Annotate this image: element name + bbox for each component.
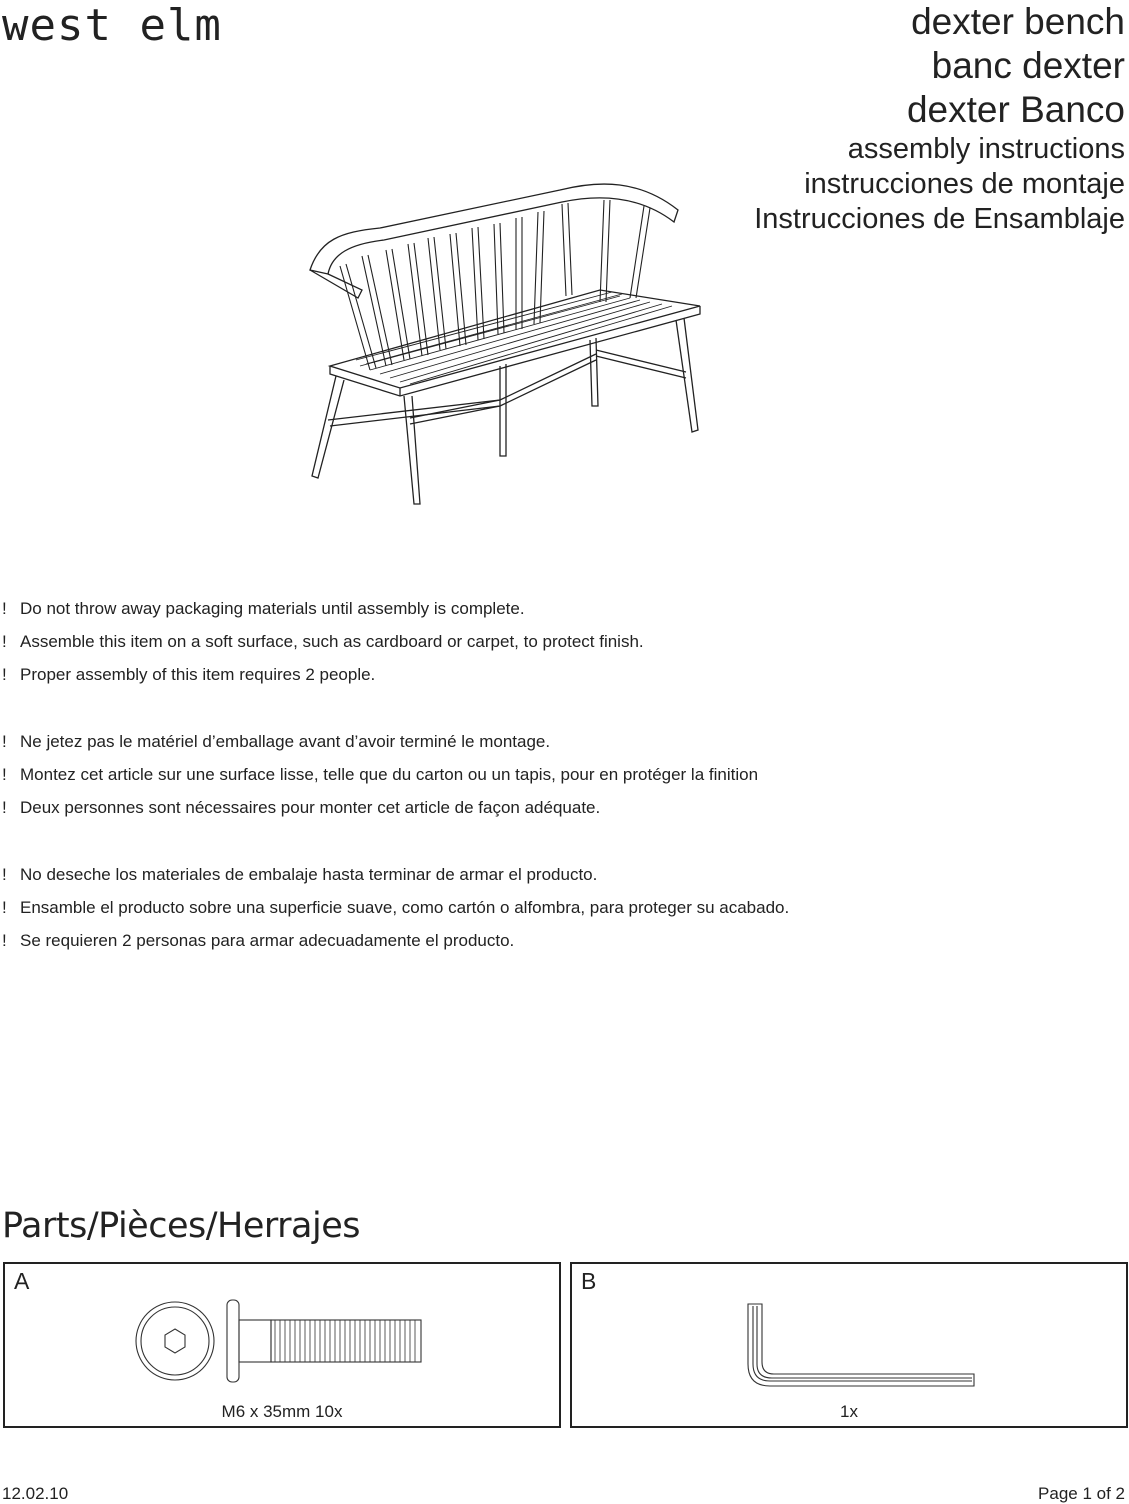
part-b-box bbox=[570, 1262, 1128, 1428]
note-es-2: ! Ensamble el producto sobre una superficie suave, como cartón o alfombra, para proteger su acabado. bbox=[2, 898, 790, 917]
note-es-1: ! No deseche los materiales de embalaje hasta terminar de armar el producto. bbox=[2, 865, 598, 884]
parts-title: Parts/Pièces/Herrajes bbox=[2, 1206, 360, 1246]
bolt-icon bbox=[135, 1298, 425, 1388]
part-a-letter: A bbox=[14, 1268, 30, 1294]
brand-logo: west elm bbox=[2, 0, 222, 51]
note-fr-1: ! Ne jetez pas le matériel d’emballage avant d’avoir terminé le montage. bbox=[2, 732, 551, 751]
note-fr-3: ! Deux personnes sont nécessaires pour monter cet article de façon adéquate. bbox=[2, 798, 601, 817]
subtitle-fr: instrucciones de montaje bbox=[804, 168, 1125, 200]
note-en-2: ! Assemble this item on a soft surface, such as cardboard or carpet, to protect finish. bbox=[2, 632, 644, 651]
note-en-1: ! Do not throw away packaging materials until assembly is complete. bbox=[2, 599, 525, 618]
part-b-caption: 1x bbox=[840, 1402, 858, 1421]
page-number: Page 1 of 2 bbox=[1038, 1484, 1125, 1503]
title-block bbox=[754, 0, 1125, 237]
footer-date: 12.02.10 bbox=[2, 1484, 69, 1503]
subtitle-es: Instrucciones de Ensamblaje bbox=[754, 203, 1125, 235]
title-es: dexter Banco bbox=[906, 89, 1125, 130]
allen-key-icon bbox=[742, 1302, 982, 1392]
note-fr-2: ! Montez cet article sur une surface lisse, telle que du carton ou un tapis, pour en protéger la finition bbox=[2, 765, 759, 784]
part-a-box bbox=[3, 1262, 561, 1428]
title-fr: banc dexter bbox=[931, 45, 1125, 86]
assembly-notes bbox=[0, 598, 789, 963]
bench-illustration bbox=[300, 170, 710, 510]
title-en: dexter bench bbox=[911, 1, 1125, 42]
part-b-letter: B bbox=[581, 1268, 597, 1294]
note-es-3: ! Se requieren 2 personas para armar adecuadamente el producto. bbox=[2, 931, 515, 950]
note-en-3: ! Proper assembly of this item requires 2 people. bbox=[2, 665, 376, 684]
part-a-caption: M6 x 35mm 10x bbox=[221, 1402, 343, 1421]
subtitle-en: assembly instructions bbox=[847, 133, 1125, 165]
